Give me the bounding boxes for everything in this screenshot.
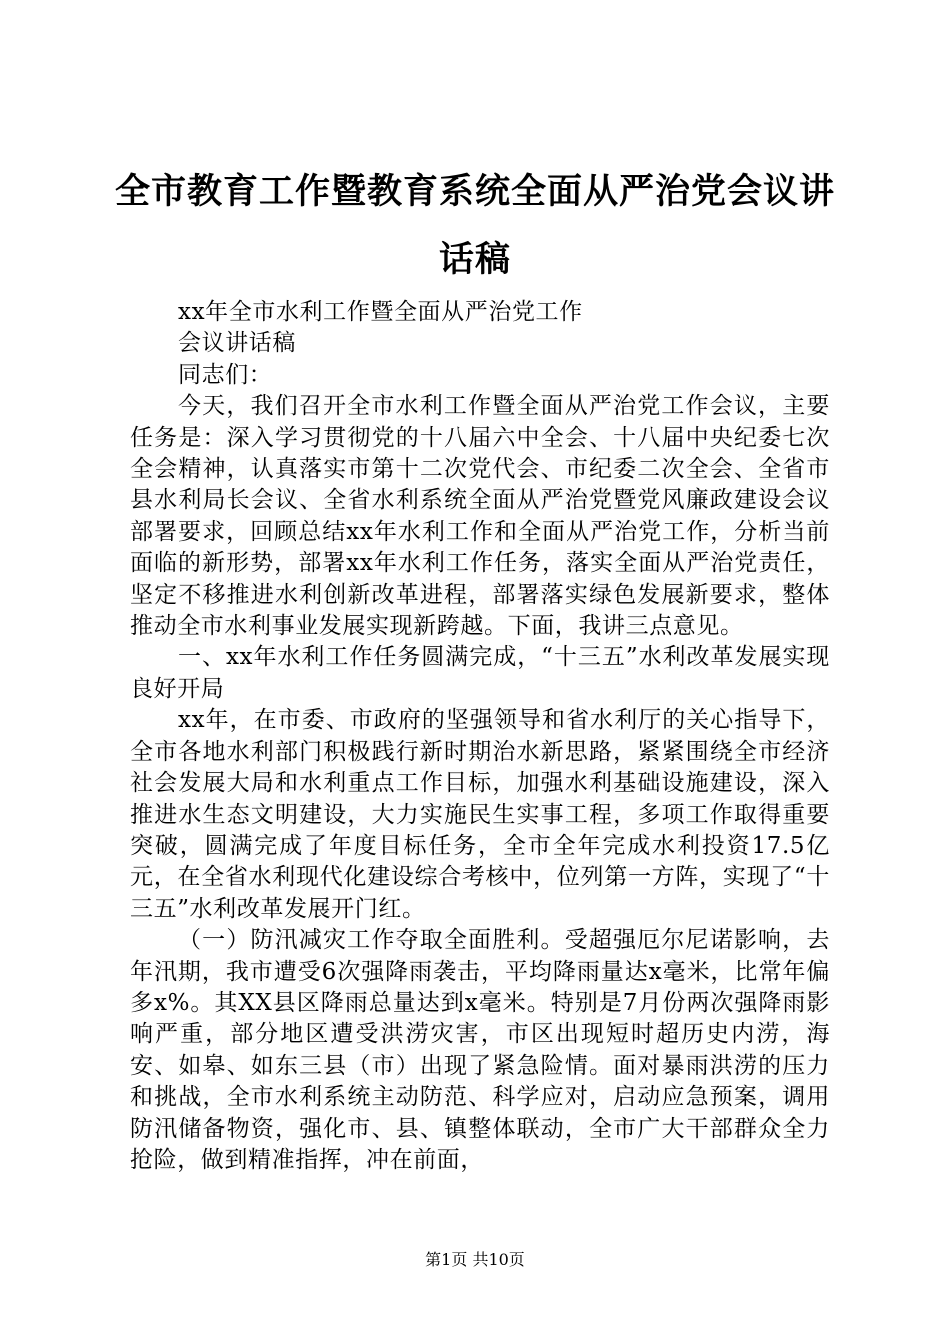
document-body [130, 297, 830, 1176]
page-footer: 第1页 共10页 [425, 1250, 525, 1269]
paragraph: 今天，我们召开全市水利工作暨全面从严治党工作会议，主要任务是：深入学习贯彻党的十八届六中全会、十八届中央纪委七次全会精神，认真落实市第十二次党代会、市纪委二次全会、全省市县水利局长会议、全省水利系统全面从严治党暨党风廉政建设会议部署要求，回顾总结xx年水利工作和全面从严治党工作，分析当前面临的新形势，部署xx年水利工作任务，落实全面从严治党责任，坚定不移推进水利创新改革进程，部署落实绿色发展新要求，整体推动全市水利事业发展实现新跨越。下面，我讲三点意见。 [130, 393, 830, 640]
document-title: 全市教育工作暨教育系统全面从严治党会议讲话稿 [114, 171, 835, 280]
paragraph: xx年，在市委、市政府的坚强领导和省水利厅的关心指导下，全市各地水利部门积极践行新时期治水新思路，紧紧围绕全市经济社会发展大局和水利重点工作目标，加强水利基础设施建设，深入推进水生态文明建设，大力实施民生实事工程，多项工作取得重要突破，圆满完成了年度目标任务，全市全年完成水利投资17.5亿元，在全省水利现代化建设综合考核中，位列第一方阵，实现了“十三五”水利改革发展开门红。 [130, 707, 830, 922]
paragraph: （一）防汛减灾工作夺取全面胜利。受超强厄尔尼诺影响，去年汛期，我市遭受6次强降雨袭击，平均降雨量达x毫米，比常年偏多x%。其XX县区降雨总量达到x毫米。特别是7月份两次强降雨影响严重，部分地区遭受洪涝灾害，市区出现短时超历史内涝，海安、如皋、如东三县（市）出现了紧急险情。面对暴雨洪涝的压力和挑战，全市水利系统主动防范、科学应对，启动应急预案，调用防汛储备物资，强化市、县、镇整体联动，全市广大干部群众全力抢险，做到精准指挥，冲在前面， [130, 927, 830, 1173]
section-heading: 一、xx年水利工作任务圆满完成，“十三五”水利改革发展实现良好开局 [130, 644, 830, 702]
salutation: 同志们： [178, 361, 273, 388]
subtitle-line-2: 会议讲话稿 [178, 330, 296, 357]
subtitle-line-1: xx年全市水利工作暨全面从严治党工作 [178, 299, 583, 325]
